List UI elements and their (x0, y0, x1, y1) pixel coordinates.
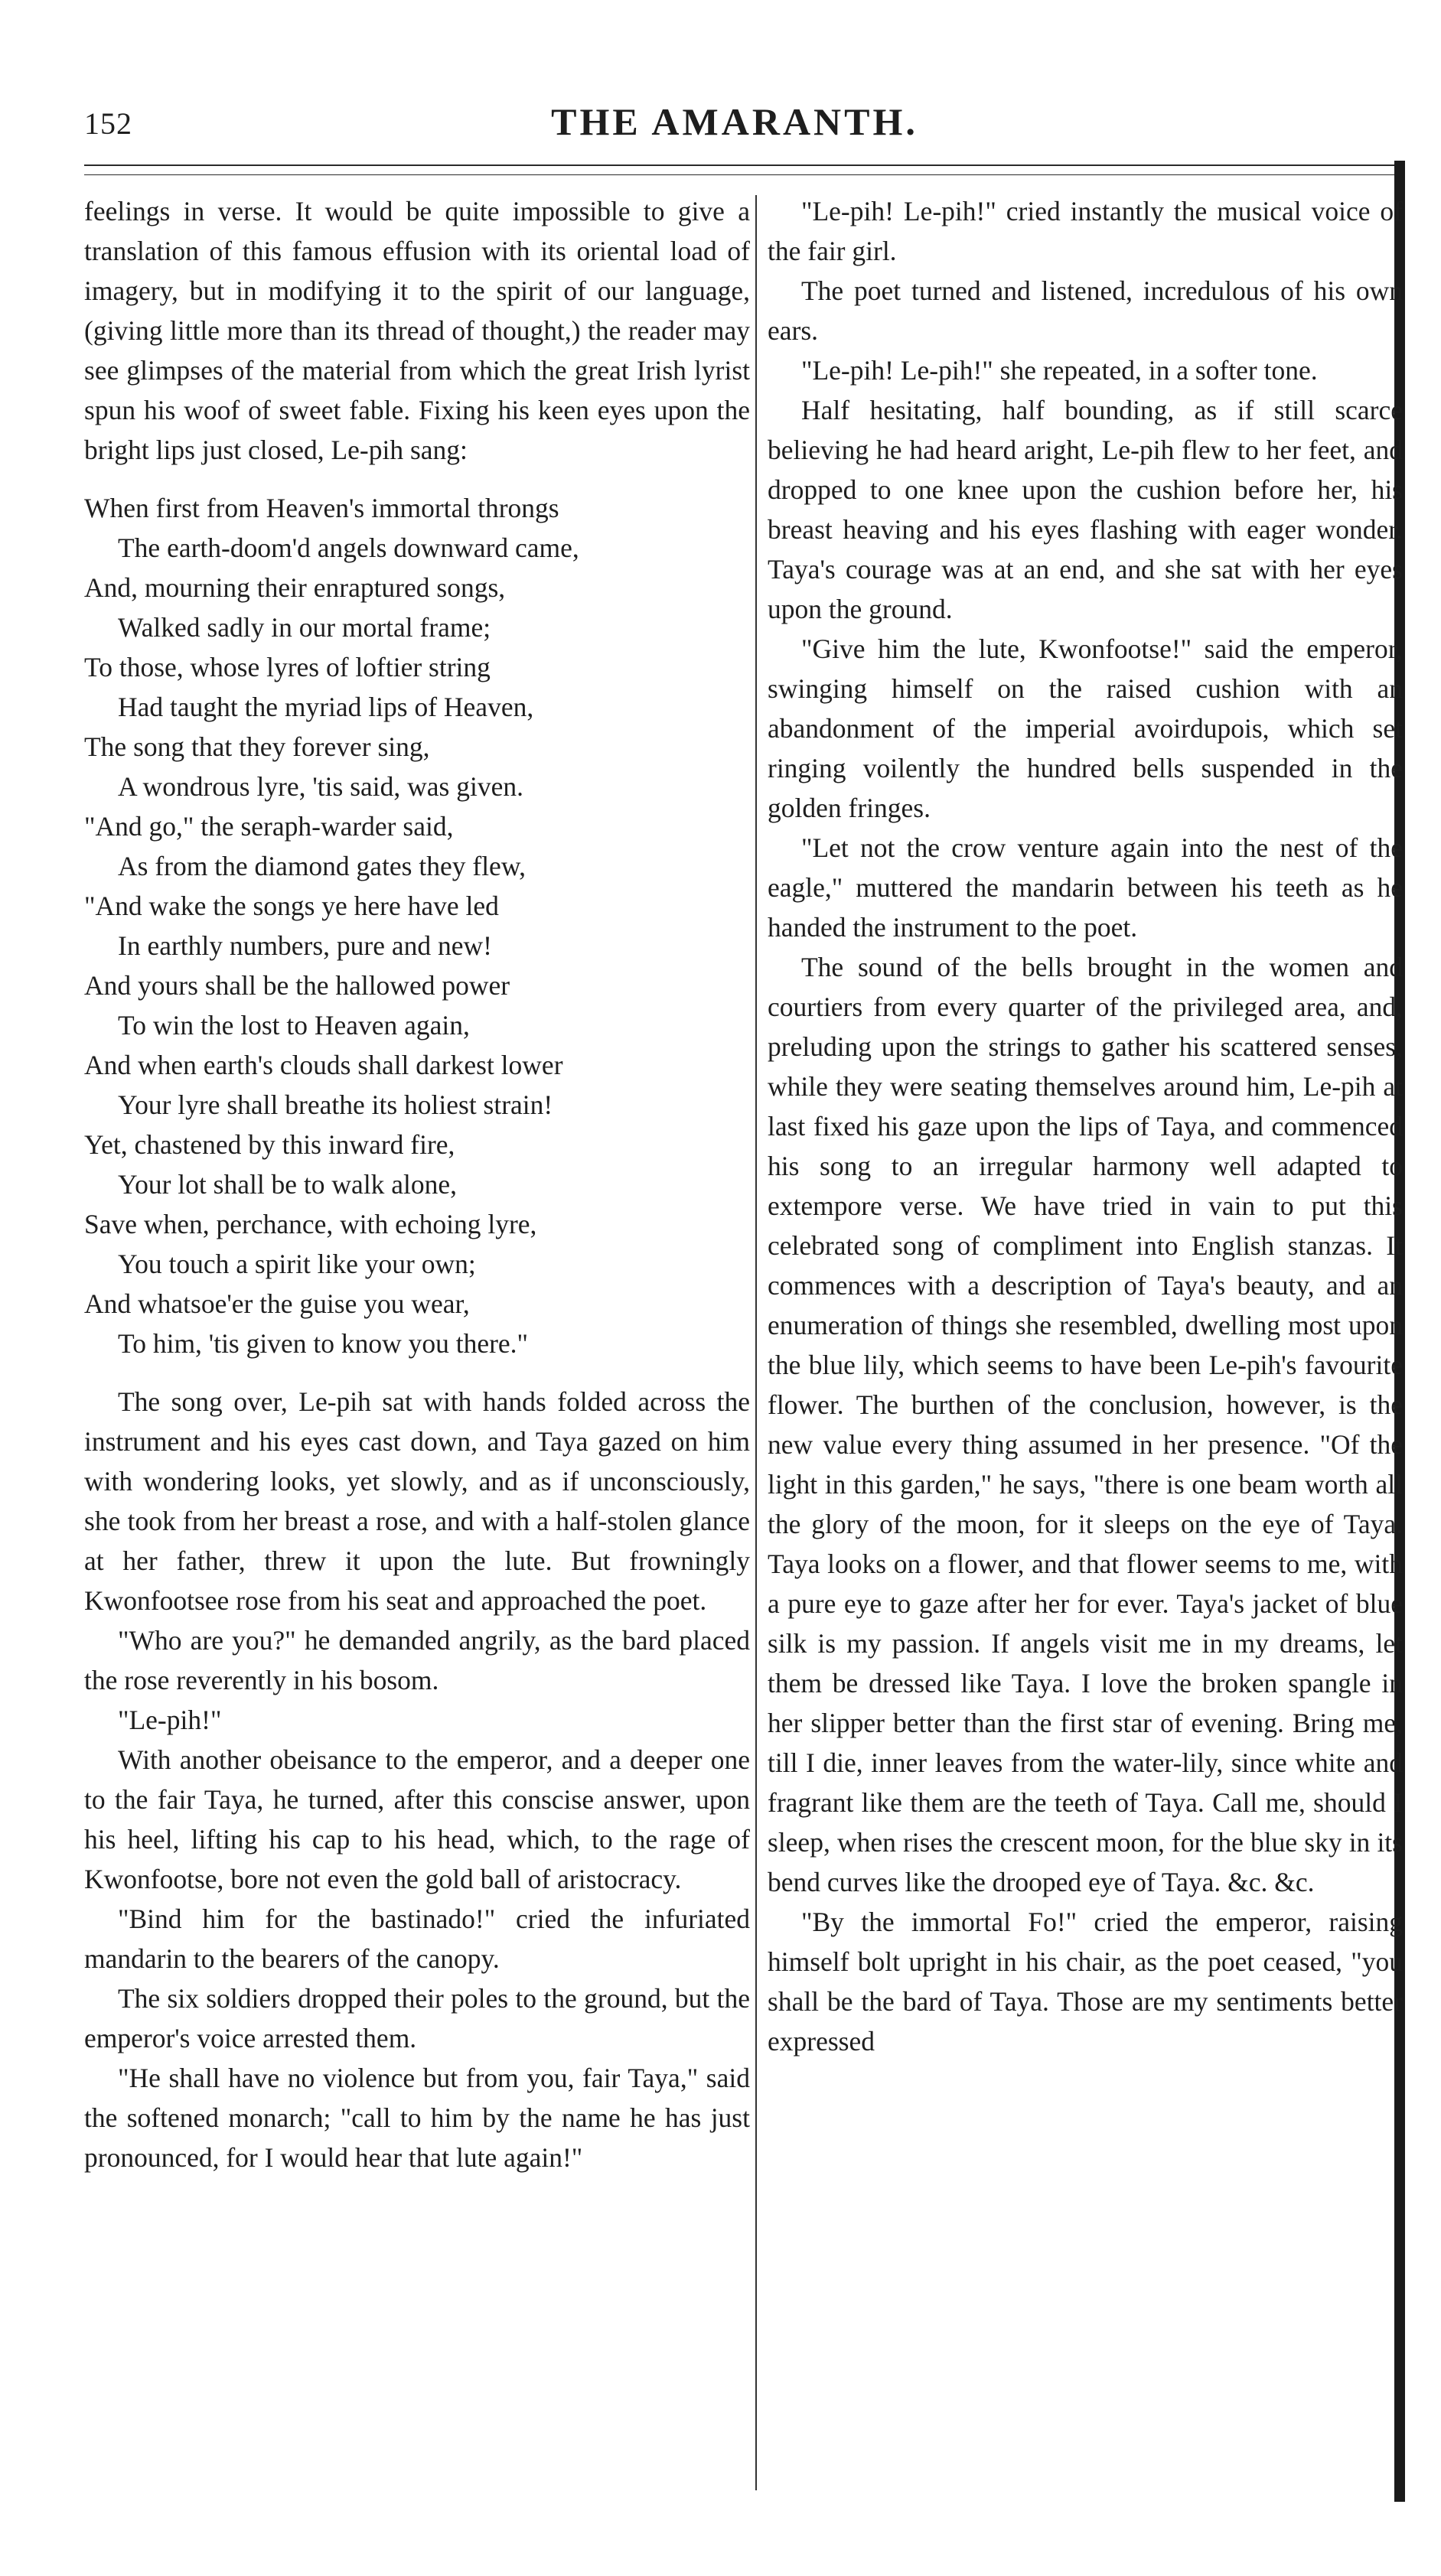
poem-line: To win the lost to Heaven again, (118, 1010, 470, 1040)
poem-line: The song that they forever sing, (84, 731, 430, 762)
body-paragraph: "Bind him for the bastinado!" cried the infuriated mandarin to the bearers of the canopy. (84, 1904, 750, 1974)
body-paragraph: The poet turned and listened, incredulous of his own ears. (768, 275, 1403, 346)
left-column (84, 191, 750, 2177)
body-paragraph: "By the immortal Fo!" cried the emperor, raising himself bolt upright in his chair, as the poet ceased, "you shall be the bard of Taya. Those are my sentiments better expressed (768, 1907, 1403, 2057)
body-paragraph: Half hesitating, half bounding, as if still scarce believing he had heard aright, Le-pih flew to her feet, and dropped to one knee upon the cushion before her, his breast heaving and his eyes flashing with eager wonder. Taya's courage was at an end, and she sat with her eyes upon the ground. (768, 395, 1403, 624)
header-rule-top (84, 164, 1400, 166)
header-rule-bottom (84, 174, 1400, 175)
body-paragraph: The sound of the bells brought in the women and courtiers from every quarter of the privileged area, and, preluding upon the strings to gather his scattered senses, while they were seating themselves around him, Le-pih at last fixed his gaze upon the lips of Taya, and commenced his song to an irregular harmony well adapted to extempore verse. We have tried in vain to put this celebrated song of compliment into English stanzas. It commences with a description of Taya's beauty, and an enumeration of things she resembled, dwelling most upon the blue lily, which seems to have been Le-pih's favourite flower. The burthen of the conclusion, however, is the new value every thing assumed in her presence. "Of the light in this garden," he says, "there is one beam worth all the glory of the moon, for it sleeps on the eye of Taya. Taya looks on a flower, and that flower seems to me, with a pure eye to gaze after her for ever. Taya's jacket of blue silk is my passion. If angels visit me in my dreams, let them be dressed like Taya. I love the broken spangle in her slipper better than the first star of evening. Bring me, till I die, inner leaves from the water-lily, since white and fragrant like them are the teeth of Taya. Call me, should I sleep, when rises the crescent moon, for the blue sky in its bend curves like the drooped eye of Taya. &c. &c. (768, 952, 1403, 1897)
poem-line: Save when, perchance, with echoing lyre, (84, 1209, 537, 1239)
intro-paragraph: feelings in verse. It would be quite impossible to give a translation of this famous effusion with its oriental load of imagery, but in modifying it to the spirit of our language, (giving little more than its thread of thought,) the reader may see glimpses of the material from which the great Irish lyrist spun his woof of sweet fable. Fixing his keen eyes upon the bright lips just closed, Le-pih sang: (84, 196, 750, 465)
poem-line: And yours shall be the hallowed power (84, 970, 510, 1001)
poem-line: To him, 'tis given to know you there." (118, 1328, 529, 1359)
body-paragraph: "Le-pih! Le-pih!" cried instantly the musical voice of the fair girl. (768, 196, 1403, 266)
poem-line: Walked sadly in our mortal frame; (118, 612, 491, 643)
body-paragraph: "Give him the lute, Kwonfootse!" said the emperor, swinging himself on the raised cushion with an abandonment of the imperial avoirdupois, which set ringing voilently the hundred bells suspended in the golden fringes. (768, 633, 1403, 823)
body-paragraph: "Le-pih! Le-pih!" she repeated, in a softer tone. (801, 355, 1318, 386)
body-paragraph: "Who are you?" he demanded angrily, as the bard placed the rose reverently in his bosom. (84, 1625, 750, 1695)
body-paragraph: "Le-pih!" (118, 1705, 222, 1735)
poem-line: You touch a spirit like your own; (118, 1249, 476, 1279)
poem-line: To those, whose lyres of loftier string (84, 652, 491, 682)
poem-line: Your lyre shall breathe its holiest strain! (118, 1089, 553, 1120)
poem-line: The earth-doom'd angels downward came, (118, 532, 579, 563)
poem-line: As from the diamond gates they flew, (118, 851, 527, 881)
poem-line: A wondrous lyre, 'tis said, was given. (118, 771, 523, 802)
body-paragraph: With another obeisance to the emperor, and a deeper one to the fair Taya, he turned, after this conscise answer, upon his heel, lifting his cap to his head, which, to the rage of Kwonfootse, bore not even the gold ball of aristocracy. (84, 1744, 750, 1894)
right-column (768, 191, 1403, 2061)
poem-line: Yet, chastened by this inward fire, (84, 1129, 455, 1160)
poem-line: Your lot shall be to walk alone, (118, 1169, 458, 1200)
poem-line: Had taught the myriad lips of Heaven, (118, 692, 534, 722)
page-header (84, 99, 1385, 153)
poem (84, 488, 750, 1363)
poem-line: "And wake the songs ye here have led (84, 891, 499, 921)
body-paragraph: The six soldiers dropped their poles to the ground, but the emperor's voice arrested them. (84, 1983, 750, 2053)
column-divider (755, 195, 757, 2490)
body-paragraph: "He shall have no violence but from you, fair Taya," said the softened monarch; "call to him by the name he has just pronounced, for I would hear that lute again!" (84, 2063, 750, 2173)
poem-line: In earthly numbers, pure and new! (118, 930, 492, 961)
page-number: 152 (84, 106, 132, 141)
running-head: THE AMARANTH. (551, 100, 918, 143)
body-paragraph: The song over, Le-pih sat with hands folded across the instrument and his eyes cast down, and Taya gazed on him with wondering looks, yet slowly, and as if unconsciously, she took from her breast a rose, and with a half-stolen glance at her father, threw it upon the lute. But frowningly Kwonfootsee rose from his seat and approached the poet. (84, 1386, 750, 1616)
poem-line: And, mourning their enraptured songs, (84, 572, 506, 603)
poem-line: "And go," the seraph-warder said, (84, 811, 454, 842)
poem-line: And when earth's clouds shall darkest lower (84, 1050, 563, 1080)
poem-line: When first from Heaven's immortal throngs (84, 493, 559, 523)
body-paragraph: "Let not the crow venture again into the nest of the eagle," muttered the mandarin between his teeth as he handed the instrument to the poet. (768, 832, 1403, 943)
poem-line: And whatsoe'er the guise you wear, (84, 1288, 470, 1319)
